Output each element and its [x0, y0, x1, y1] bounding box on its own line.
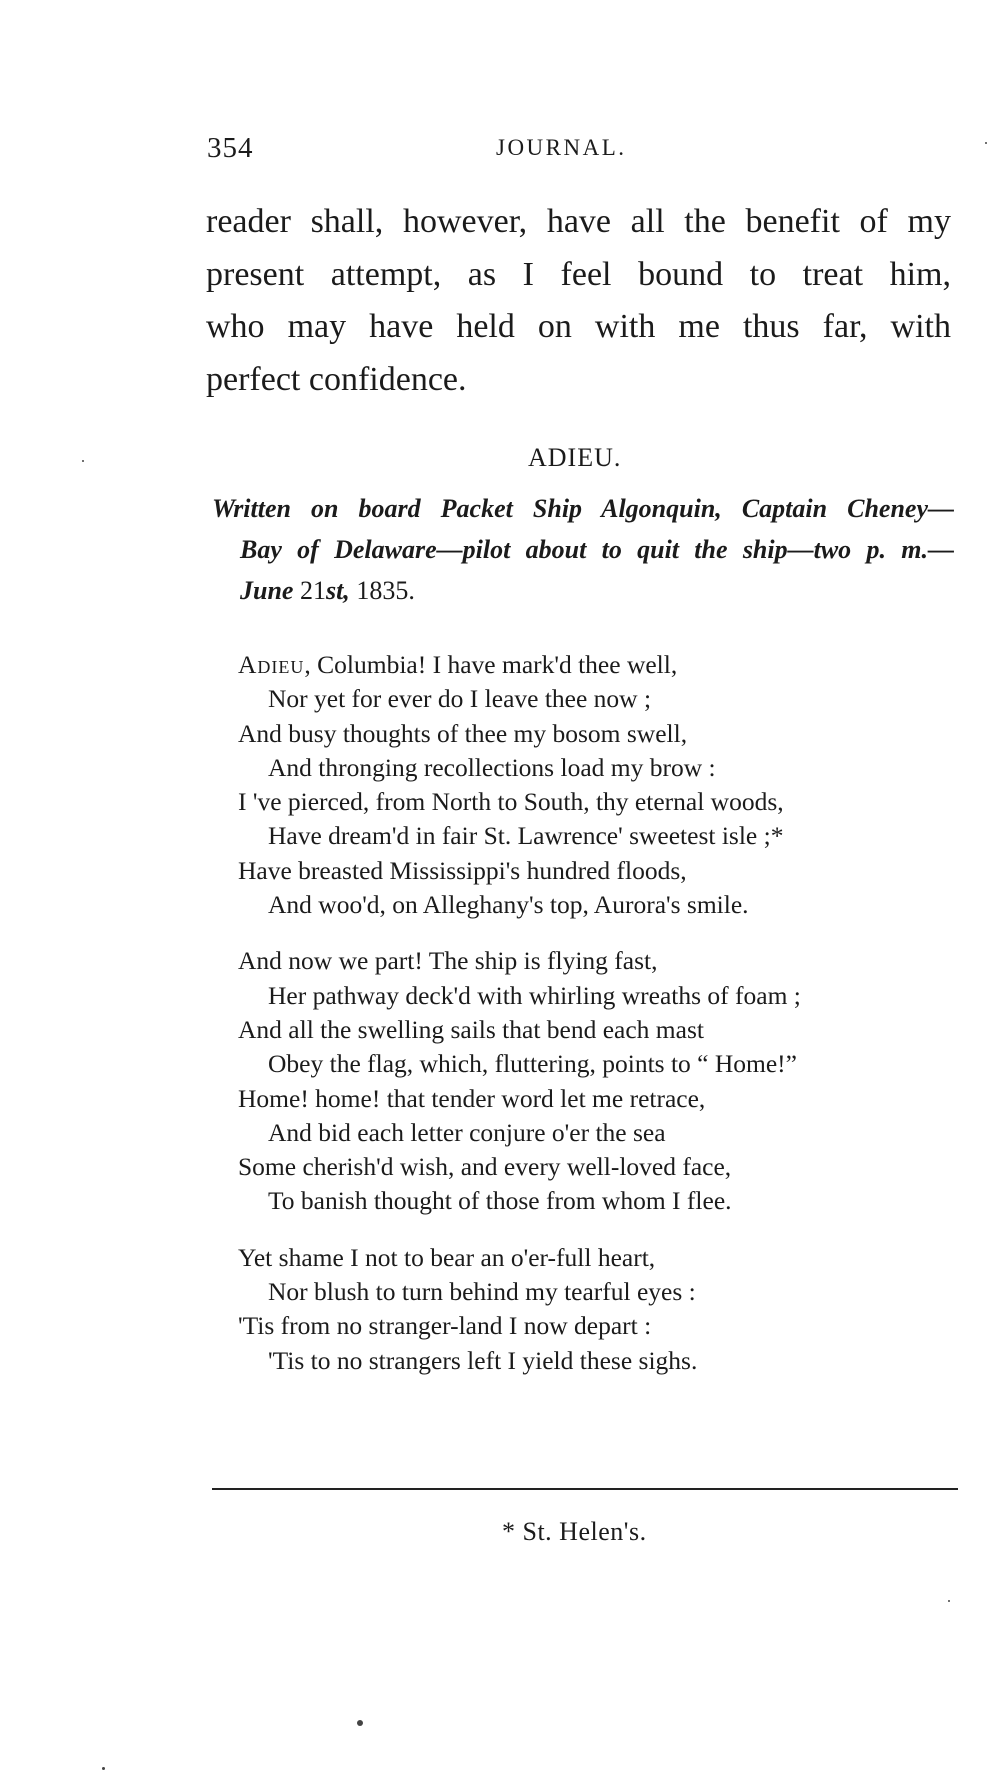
poem-subtitle	[212, 488, 954, 611]
verse-text: , Columbia! I have mark'd thee well,	[304, 650, 678, 679]
scan-speck	[82, 460, 84, 462]
verse-line: Nor blush to turn behind my tearful eyes :	[268, 1277, 696, 1307]
verse-line: Have dream'd in fair St. Lawrence' sweetest isle ;*	[268, 821, 784, 851]
verse-line: And busy thoughts of thee my bosom swell,	[238, 718, 688, 748]
prose-paragraph	[206, 196, 951, 406]
scan-speck	[948, 1600, 950, 1602]
verse-line: Obey the flag, which, fluttering, points to “ Home!”	[268, 1049, 797, 1079]
verse-line: And now we part! The ship is flying fast,	[238, 946, 658, 976]
scan-speck	[357, 1720, 363, 1726]
footnote-rule	[212, 1488, 958, 1490]
verse-line: I 've pierced, from North to South, thy eternal woods,	[238, 787, 784, 817]
verse-line: And woo'd, on Alleghany's top, Aurora's smile.	[268, 890, 749, 920]
verse-line: 'Tis from no stranger-land I now depart :	[238, 1311, 652, 1341]
verse-line: To banish thought of those from whom I flee.	[268, 1186, 732, 1216]
verse-line: Have breasted Mississippi's hundred floods,	[238, 855, 687, 885]
page-number: 354	[207, 132, 254, 164]
verse-line: Home! home! that tender word let me retrace,	[238, 1083, 706, 1113]
verse-line: Yet shame I not to bear an o'er-full heart,	[238, 1242, 656, 1272]
subtitle-line: Bay of Delaware—pilot about to quit the ship—two p. m.—	[240, 535, 954, 564]
scan-speck	[102, 1767, 105, 1770]
verse-line: Nor yet for ever do I leave thee now ;	[268, 684, 652, 714]
verse-line: 'Tis to no strangers left I yield these sighs.	[268, 1345, 698, 1375]
prose-line: present attempt, as I feel bound to treat him,	[206, 255, 951, 293]
verse-line: Some cherish'd wish, and every well-loved face,	[238, 1152, 732, 1182]
stanza-1	[238, 648, 958, 922]
prose-line: reader shall, however, have all the benefit of my	[206, 203, 951, 240]
poem-title: ADIEU.	[528, 443, 622, 472]
stanza-3	[238, 1241, 958, 1378]
scan-speck	[985, 142, 987, 144]
running-title: JOURNAL.	[496, 135, 627, 160]
subtitle-line: Written on board Packet Ship Algonquin, Captain Cheney—	[212, 494, 954, 523]
verse-line	[238, 648, 958, 682]
subtitle-date	[212, 570, 954, 611]
stanza-2	[238, 944, 958, 1218]
prose-line: who may have held on with me thus far, with	[206, 308, 951, 345]
subtitle-day-suffix: st,	[325, 576, 350, 605]
poem-body	[238, 648, 958, 1400]
running-head	[207, 132, 972, 172]
verse-line: And bid each letter conjure o'er the sea	[268, 1117, 666, 1147]
subtitle-year: 1835.	[356, 576, 415, 605]
subtitle-day: 21	[299, 576, 326, 605]
first-word: Adieu	[238, 650, 305, 679]
prose-line: perfect confidence.	[206, 360, 467, 398]
verse-line: And all the swelling sails that bend each mast	[238, 1014, 704, 1044]
subtitle-month: June	[240, 576, 294, 605]
footnote: * St. Helen's.	[502, 1517, 647, 1546]
verse-line: And thronging recollections load my brow :	[268, 752, 716, 782]
verse-line: Her pathway deck'd with whirling wreaths of foam ;	[268, 980, 801, 1010]
